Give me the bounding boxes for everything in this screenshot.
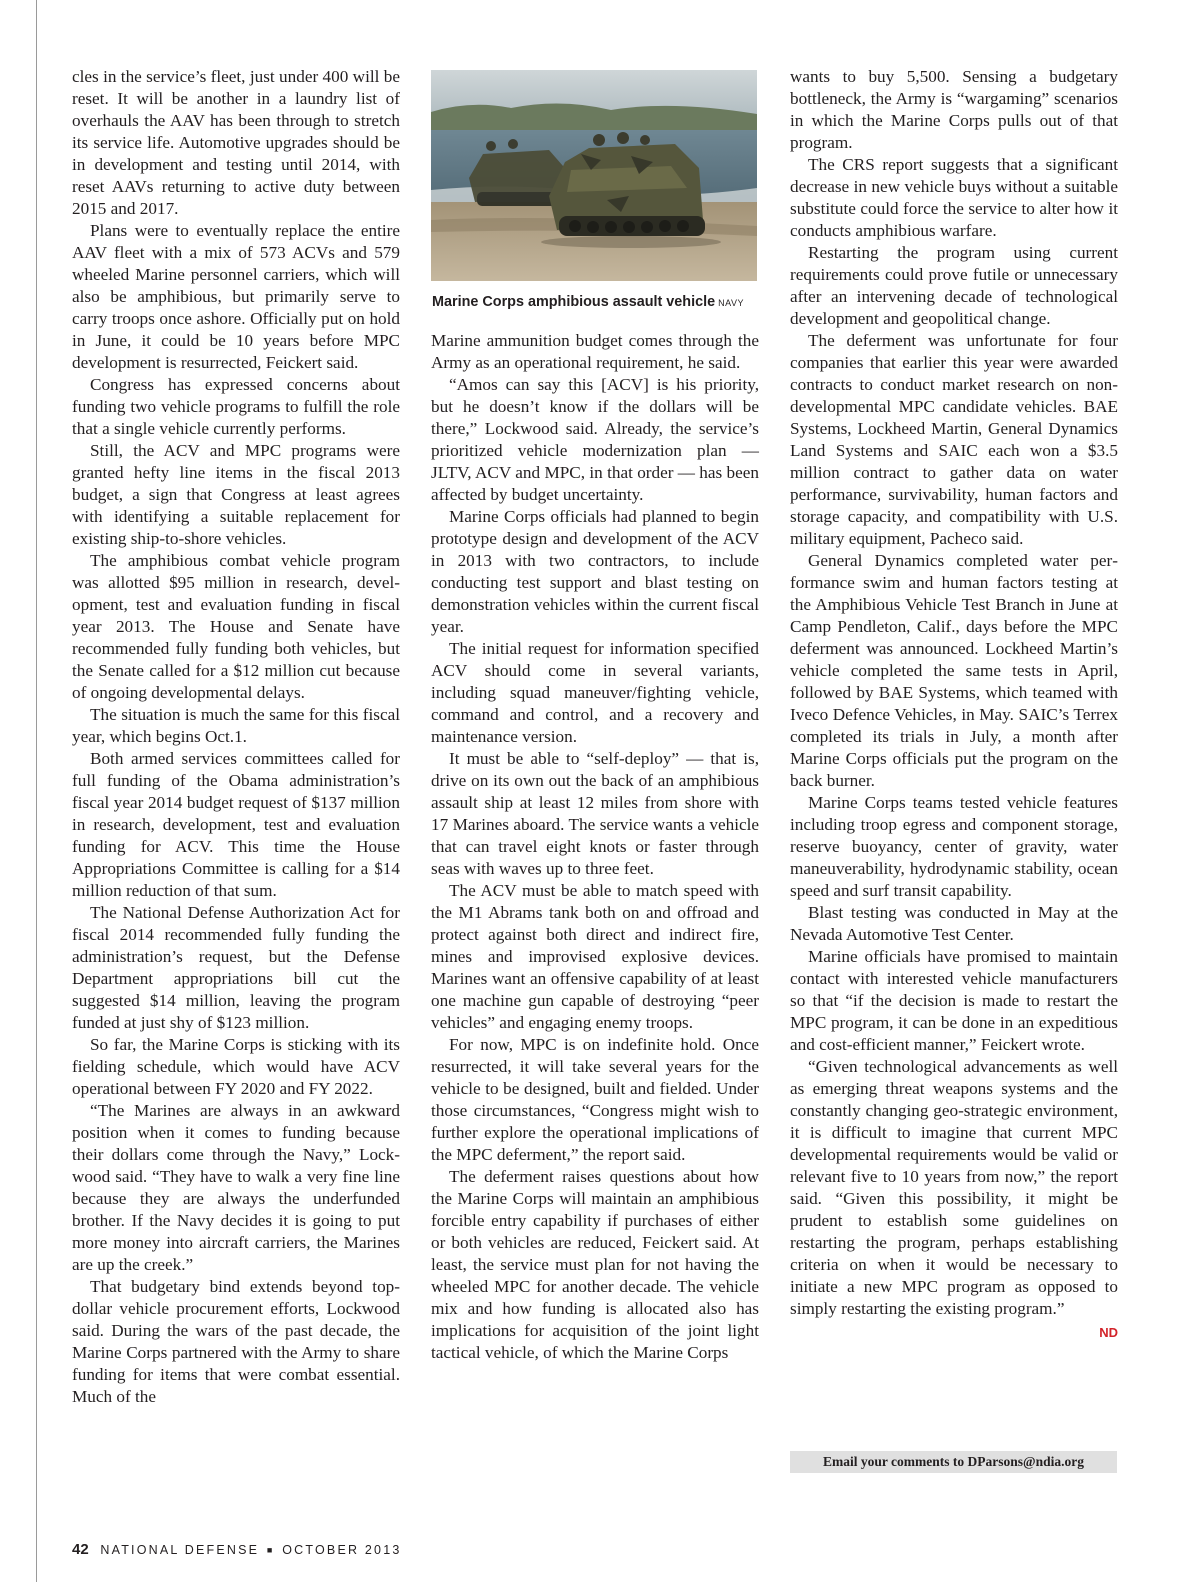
footer-separator: ■ (266, 1545, 275, 1555)
article-paragraph: The ACV must be able to match speed with the M1 Abrams tank both on and offroad and protect against both direct and indirect fire, mines and improvised explosive devices. Marines want an offensive capability of at least one machine gun capable of destroying “peer vehicles” and engaging enemy troops. (431, 881, 759, 1032)
article-paragraph: Congress has expressed concerns about funding two vehicle programs to fulfill the role that a single vehicle currently performs. (72, 375, 400, 438)
article-paragraph: Marine ammunition budget comes through the Army as an operational requirement, he said. (431, 331, 759, 372)
article-paragraph: “Given technological advancements as well as emerging threat weapons systems and the constantly changing geo-strategic environment, it is difficult to imagine that current MPC developmental requirements would be valid or relevant five to 10 years from now,” the report said. “Given this possibility, it might be prudent to establish some guidelines on restarting the program, perhaps establishing criteria on when it would be necessary to initiate a new MPC program as opposed to simply restarting the existing program.” (790, 1057, 1118, 1318)
caption-text: Marine Corps amphibious assault vehicle (432, 294, 716, 310)
article-paragraph: The initial request for information specified ACV should come in several variants, including squad maneuver/fighting vehicle, command and control, and a recovery and maintenance version. (431, 639, 759, 746)
article-paragraph: Both armed services committees called for full funding of the Obama administration’s fiscal year 2014 budget request of $137 million in research, development, test and evaluation funding for ACV. This time the House Appropriations Committee is calling for a $14 million reduction of that sum. (72, 749, 400, 900)
end-mark: ND (1099, 1325, 1118, 1340)
amphibious-vehicle-photo (431, 70, 757, 281)
article-paragraph: So far, the Marine Corps is sticking with its fielding schedule, which would have ACV operational between FY 2020 and FY 2022. (72, 1035, 400, 1098)
article-paragraph: General Dynamics completed water performance swim and human factors testing at the Amphibious Vehicle Test Branch in June at Camp Pendleton, Calif., days before the MPC deferment was announced. Lockheed Martin’s vehicle completed the same tests in April, followed by BAE Systems, which teamed with Iveco Defence Vehicles, in May. SAIC’s Terrex completed its trials in July, a month after Marine Corps officials put the program on the back burner. (790, 551, 1118, 790)
page-margin-rule (36, 0, 37, 1582)
article-paragraph: “Amos can say this [ACV] is his priority, but he doesn’t know if the dollars will be there,” Lockwood said. Already, the service’s prioritized vehicle modernization plan — JLTV, ACV and MPC, in that order — has been affected by budget uncertainty. (431, 375, 759, 504)
article-paragraph: The CRS report suggests that a significant decrease in new vehicle buys without a suitable substitute could force the service to alter how it conducts amphibious warfare. (790, 155, 1118, 240)
page-footer (72, 1541, 402, 1558)
article-paragraph: The National Defense Authorization Act for fiscal 2014 recommended fully funding the administration’s request, but the Defense Department appropriations bill cut the suggested $14 million, leaving the program funded at just shy of $123 million. (72, 903, 400, 1032)
article-paragraph: wants to buy 5,500. Sensing a budgetary bottleneck, the Army is “wargaming” scenarios in which the Marine Corps pulls out of that program. (790, 67, 1118, 152)
article-column-2 (431, 330, 759, 1364)
article-paragraph: It must be able to “self-deploy” — that is, drive on its own out the back of an amphibious assault ship at least 12 miles from shore with 17 Marines aboard. The service wants a vehicle that can travel eight knots or faster through seas with waves up to three feet. (431, 749, 759, 878)
article-paragraph: For now, MPC is on indefinite hold. Once resurrected, it will take several years for the vehicle to be designed, built and fielded. Under those circumstances, “Congress might wish to further explore the operational implications of the MPC deferment,” the report said. (431, 1035, 759, 1164)
article-paragraph: The deferment was unfortunate for four companies that earlier this year were awarded contracts to conduct market research on non-developmental MPC candidate vehicles. BAE Systems, Lockheed Martin, General Dynamics Land Systems and SAIC each won a $3.5 million contract to gather data on water performance, survivability, human factors and storage capacity, and compatibility with U.S. military equipment, Pacheco said. (790, 331, 1118, 548)
article-paragraph: Plans were to eventually replace the entire AAV fleet with a mix of 573 ACVs and 579 wheeled Marine personnel carriers, which will also be amphibious, but primarily serve to carry troops once ashore. Officially put on hold in June, it could be 10 years before MPC development is resurrected, Feickert said. (72, 221, 400, 372)
article-paragraph: Blast testing was conducted in May at the Nevada Automotive Test Center. (790, 903, 1118, 944)
publication-name: NATIONAL DEFENSE (100, 1543, 260, 1557)
article-paragraph: Still, the ACV and MPC programs were granted hefty line items in the fiscal 2013 budget, a sign that Congress at least agrees with identifying a suitable replacement for existing ship-to-shore vehicles. (72, 441, 400, 548)
article-column-3 (790, 66, 1118, 1344)
article-paragraph: Marine Corps teams tested vehicle features including troop egress and component storage, reserve buoyancy, center of gravity, water maneuverability, hydrodynamic stability, ocean speed and surf transit capability. (790, 793, 1118, 900)
article-paragraph: The deferment raises questions about how the Marine Corps will maintain an amphibious forcible entry capability if purchases of either or both vehicles are reduced, Feickert said. At least, the service must plan for not having the wheeled MPC for another decade. The vehicle mix and how funding is allocated also has implications for acquisition of the joint light tactical vehicle, of which the Marine Corps (431, 1167, 759, 1362)
email-link[interactable]: DParsons@ndia.org (967, 1454, 1084, 1469)
article-paragraph: That budgetary bind extends beyond top-dollar vehicle procurement efforts, Lockwood said. During the wars of the past decade, the Marine Corps partnered with the Army to share funding for items that were combat essential. Much of the (72, 1277, 400, 1406)
page-number: 42 (72, 1541, 89, 1558)
article-paragraph: The amphibious combat vehicle program was allotted $95 million in research, development, test and evaluation funding in fiscal year 2013. The House and Senate have recommended fully funding both vehicles, but the Senate called for a $12 million cut because of ongoing developmental delays. (72, 551, 400, 702)
article-column-1 (72, 66, 400, 1408)
photo-credit: NAVY (718, 298, 744, 308)
email-prefix: Email your comments to (823, 1454, 968, 1469)
article-paragraph: The situation is much the same for this fiscal year, which begins Oct.1. (72, 705, 400, 746)
photo-caption (432, 294, 760, 310)
article-paragraph: Marine officials have promised to maintain contact with interested vehicle manufacturers so that “if the decision is made to restart the MPC program, it can be done in an expeditious and cost-efficient manner,” Feickert wrote. (790, 947, 1118, 1054)
article-paragraph: cles in the service’s fleet, just under 400 will be reset. It will be another in a laundry list of overhauls the AAV has been through to stretch its service life. Automotive upgrades should be in development and testing until 2014, with reset AAVs returning to active duty between 2015 and 2017. (72, 67, 400, 218)
article-paragraph: Marine Corps officials had planned to begin prototype design and development of the ACV in 2013 with two contractors, to include conducting test support and blast testing on demonstration vehicles within the current fiscal year. (431, 507, 759, 636)
article-photo (431, 70, 757, 281)
article-paragraph: Restarting the program using current requirements could prove futile or unnecessary after an intervening decade of technological development and geopolitical change. (790, 243, 1118, 328)
issue-date: OCTOBER 2013 (282, 1543, 402, 1557)
article-paragraph: “The Marines are always in an awkward position when it comes to funding because their dollars come through the Navy,” Lockwood said. “They have to walk a very fine line because they are always the underfunded brother. If the Navy decides it is going to put more money into aircraft carriers, the Marines are up the creek.” (72, 1101, 400, 1274)
email-comments-box (790, 1451, 1117, 1473)
